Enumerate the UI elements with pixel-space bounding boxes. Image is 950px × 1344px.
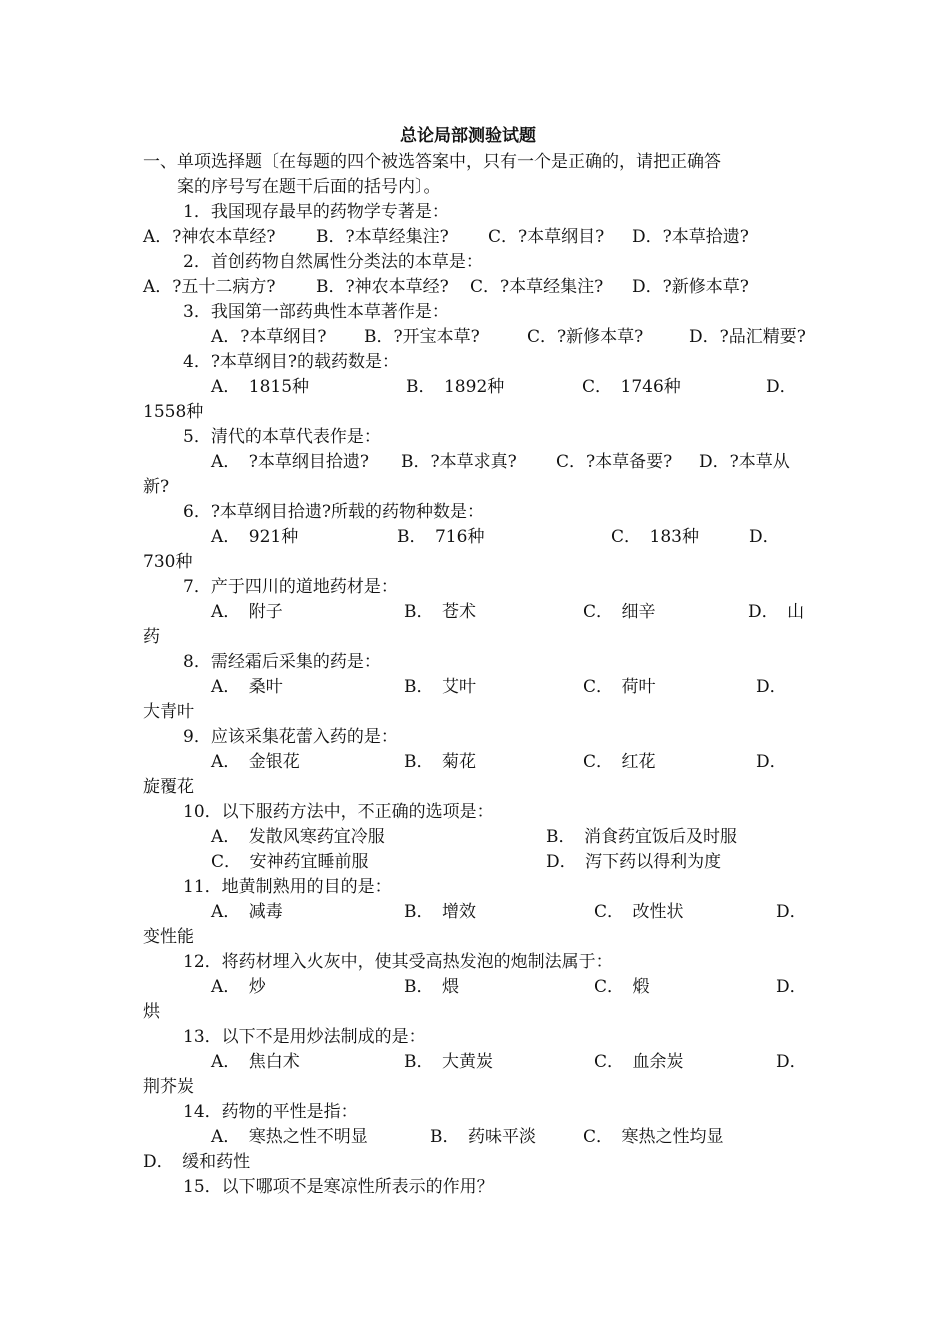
question-stem: 4．?本草纲目?的载药数是： xyxy=(183,352,400,372)
answer-option-continued: 烘 xyxy=(143,1002,160,1022)
answer-option-continued: 1558种 xyxy=(143,402,204,422)
answer-option: A．?本草纲目? xyxy=(211,327,327,347)
answer-option: C． 血余炭 xyxy=(594,1052,684,1072)
question-stem: 13．以下不是用炒法制成的是： xyxy=(183,1027,426,1047)
answer-option: C． 寒热之性均显 xyxy=(583,1127,724,1147)
answer-option: C． 1746种 xyxy=(582,377,681,397)
answer-option: C． 细辛 xyxy=(583,602,656,622)
answer-option: A． 焦白术 xyxy=(211,1052,300,1072)
answer-option: C． 改性状 xyxy=(594,902,684,922)
question-stem: 3．我国第一部药典性本草著作是： xyxy=(183,302,449,322)
section-heading-continued: 案的序号写在题干后面的括号内〕。 xyxy=(177,177,441,197)
question-stem: 6．?本草纲目拾遗?所载的药物种数是： xyxy=(183,502,485,522)
answer-option: B．?本草经集注? xyxy=(316,227,449,247)
answer-option-continued: 新? xyxy=(143,477,170,497)
answer-option: A． 寒热之性不明显 xyxy=(211,1127,368,1147)
answer-option: C． 安神药宜睡前服 xyxy=(211,852,369,872)
answer-option: D． 山 xyxy=(748,602,805,622)
answer-option: D． xyxy=(766,377,797,397)
answer-option: A． 921种 xyxy=(211,527,299,547)
answer-option: C．?新修本草? xyxy=(527,327,644,347)
answer-option-continued: 旋覆花 xyxy=(143,777,194,797)
answer-option: A． 减毒 xyxy=(211,902,283,922)
section-heading: 一、单项选择题〔在每题的四个被选答案中，只有一个是正确的，请把正确答 xyxy=(143,152,721,172)
answer-option: C． 183种 xyxy=(611,527,699,547)
answer-option: A．?五十二病方? xyxy=(143,277,276,297)
answer-option: D． xyxy=(749,527,780,547)
answer-option: C． 荷叶 xyxy=(583,677,656,697)
answer-option: B．?神农本草经? xyxy=(316,277,449,297)
answer-option: B． 苍术 xyxy=(404,602,476,622)
answer-option: B． 消食药宜饭后及时服 xyxy=(546,827,737,847)
answer-option: C． 煅 xyxy=(594,977,650,997)
answer-option: B． 大黄炭 xyxy=(404,1052,493,1072)
answer-option: D． xyxy=(776,902,807,922)
answer-option: D． xyxy=(776,1052,807,1072)
answer-option: B． 艾叶 xyxy=(404,677,476,697)
question-stem: 9．应该采集花蕾入药的是： xyxy=(183,727,398,747)
question-stem: 14．药物的平性是指： xyxy=(183,1102,358,1122)
answer-option: D． xyxy=(756,752,787,772)
answer-option: C．?本草纲目? xyxy=(488,227,605,247)
answer-option: A． 附子 xyxy=(211,602,283,622)
answer-option: A．?神农本草经? xyxy=(143,227,276,247)
answer-option: A． ?本草纲目拾遗? xyxy=(211,452,370,472)
answer-option: D．?新修本草? xyxy=(632,277,749,297)
answer-option: D． xyxy=(756,677,787,697)
answer-option: A． 1815种 xyxy=(211,377,310,397)
answer-option-continued: 大青叶 xyxy=(143,702,194,722)
answer-option: A． 桑叶 xyxy=(211,677,283,697)
answer-option: C． 红花 xyxy=(583,752,656,772)
answer-option: D．?本草从 xyxy=(699,452,790,472)
question-stem: 5．清代的本草代表作是： xyxy=(183,427,381,447)
question-stem: 2．首创药物自然属性分类法的本草是： xyxy=(183,252,483,272)
answer-option: C．?本草经集注? xyxy=(470,277,604,297)
question-stem: 15．以下哪项不是寒凉性所表示的作用？ xyxy=(183,1177,494,1197)
answer-option-continued: 变性能 xyxy=(143,927,194,947)
answer-option: D． xyxy=(776,977,807,997)
answer-option: C．?本草备要? xyxy=(556,452,673,472)
question-stem: 7．产于四川的道地药材是： xyxy=(183,577,398,597)
answer-option: B．?开宝本草? xyxy=(364,327,480,347)
answer-option-continued: 药 xyxy=(143,627,160,647)
question-stem: 10．以下服药方法中，不正确的选项是： xyxy=(183,802,494,822)
answer-option: B． 药味平淡 xyxy=(430,1127,536,1147)
answer-option: A． 金银花 xyxy=(211,752,300,772)
answer-option: B． 716种 xyxy=(397,527,485,547)
answer-option: A． 炒 xyxy=(211,977,266,997)
answer-option-continued: 荆芥炭 xyxy=(143,1077,194,1097)
answer-option: B． 1892种 xyxy=(406,377,505,397)
answer-option: B．?本草求真? xyxy=(401,452,517,472)
answer-option: D．?本草拾遗? xyxy=(632,227,749,247)
question-stem: 12．将药材埋入火灰中，使其受高热发泡的炮制法属于： xyxy=(183,952,613,972)
answer-option: D． 泻下药以得利为度 xyxy=(546,852,722,872)
page-title: 总论局部测验试题 xyxy=(400,126,536,146)
question-stem: 1．我国现存最早的药物学专著是： xyxy=(183,202,449,222)
answer-option: B． 增效 xyxy=(404,902,476,922)
question-stem: 11．地黄制熟用的目的是： xyxy=(183,877,392,897)
question-stem: 8．需经霜后采集的药是： xyxy=(183,652,381,672)
answer-option-continued: D． 缓和药性 xyxy=(143,1152,251,1172)
answer-option: B． 菊花 xyxy=(404,752,476,772)
answer-option-continued: 730种 xyxy=(143,552,193,572)
answer-option: A． 发散风寒药宜冷服 xyxy=(211,827,385,847)
answer-option: B． 煨 xyxy=(404,977,459,997)
answer-option: D．?品汇精要? xyxy=(689,327,806,347)
